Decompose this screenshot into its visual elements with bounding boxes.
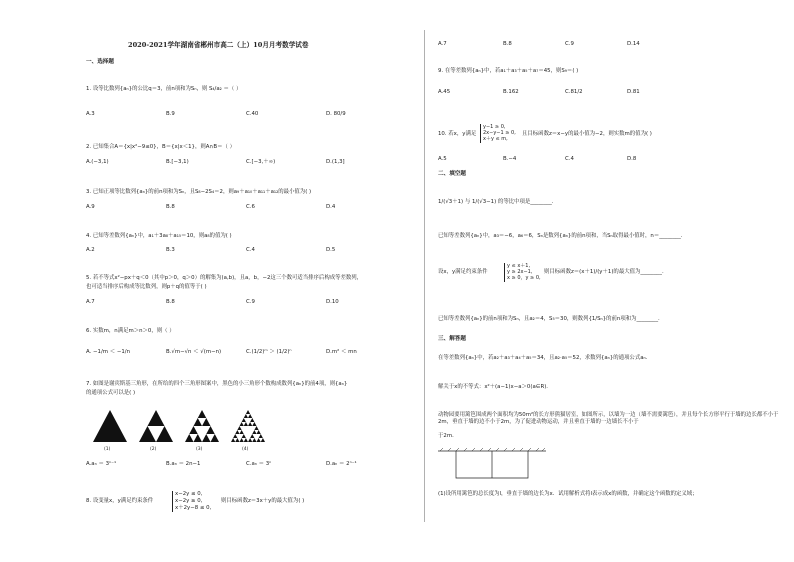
q8-option-a[interactable]: A.7 — [438, 41, 447, 47]
sierpinski-figure-3 — [184, 409, 220, 443]
q5-option-a[interactable]: A.7 — [86, 299, 95, 305]
fill-2: 已知等差数列{aₙ}中，a₃＝−6，a₆＝6，Sₙ是数列{aₙ}的前n项和，当Sₙ取得最小值时，n＝________. — [438, 233, 683, 239]
q8-constraint-system — [172, 491, 211, 512]
q9-stem: 9. 在等差数列{aₙ}中，若a₁＋a₃＋a₅＋a₇＝45，则S₉＝( ) — [438, 68, 579, 74]
q1-options — [86, 111, 406, 118]
q8-option-d[interactable]: D.14 — [627, 41, 640, 47]
q7-stem: 7. 如图是谢宾斯基三角形，在所给的四个三角形图案中，黑色的小三角形个数构成数列{aₙ}的前4项，则{aₙ} — [86, 381, 348, 387]
q1-option-a[interactable]: A.3 — [86, 111, 95, 117]
q8-option-c[interactable]: C.9 — [565, 41, 574, 47]
q9-options — [438, 89, 689, 96]
q8-constraint-1: x−2y ≤ 0, — [175, 491, 203, 497]
q8-options — [438, 41, 689, 48]
q4-option-d[interactable]: D.5 — [326, 247, 336, 253]
q10-constraint-2: 2x−y−1 ≥ 0, — [483, 130, 516, 137]
q8-stem: 8. 设变量x，y满足约束条件 — [86, 498, 154, 504]
q8-option-b[interactable]: B.8 — [503, 41, 512, 47]
q6-option-d[interactable]: D.m² ＜ mn — [326, 349, 357, 355]
fig-label-4: (4) — [242, 447, 249, 452]
q10-constraint-1: y−1 ≥ 0, — [483, 124, 506, 130]
q8-constraint-3: x＋2y−8 ≤ 0, — [175, 505, 212, 511]
q10-option-a[interactable]: A.5 — [438, 156, 447, 162]
q3-options — [86, 204, 406, 211]
left-column — [86, 0, 416, 562]
q10-option-d[interactable]: D.8 — [627, 156, 637, 162]
page-title: 2020-2021学年湖南省郴州市高二（上）10月月考数学试卷 — [128, 41, 309, 49]
q3-option-b[interactable]: B.8 — [166, 204, 175, 210]
fill-3-constraint-2: y ≥ 2x−1, — [507, 269, 533, 276]
q3-option-c[interactable]: C.6 — [246, 204, 255, 210]
q8-constraint-2: x−2y ≥ 0, — [175, 498, 203, 504]
q1-option-c[interactable]: C.40 — [246, 111, 259, 117]
q3-option-a[interactable]: A.9 — [86, 204, 95, 210]
q5-options — [86, 299, 406, 306]
fill-3-constraint-1: y ≤ x＋1, — [507, 263, 531, 269]
q2-option-a[interactable]: A.(−3,1) — [86, 159, 109, 165]
q4-option-a[interactable]: A.2 — [86, 247, 95, 253]
fill-3-constraint-system — [504, 263, 541, 282]
q7-options — [86, 461, 406, 468]
q1-option-d[interactable]: D. 80/9 — [326, 111, 346, 117]
fill-3-constraint-3: x ≥ 0，y ≥ 0, — [507, 275, 541, 282]
section-solve: 三、解答题 — [438, 336, 466, 342]
q10-tail: 且目标函数z＝x−y的最小值为−2，则实数m的值为( ) — [522, 131, 652, 137]
solve-3: 动物园要用篱笆围成两个面积均为50m²的长方形熊猫居室，如图所示，以墙为一边（墙不需要篱笆），并且每个长方形平行于墙的边长都不小于2m，垂直于墙的边不小于2m，为了促进动物运动，并且垂直于墙的一边墙长不小于 — [438, 412, 779, 425]
q6-options — [86, 349, 406, 356]
q4-options — [86, 247, 406, 254]
solve-2: 解关于x的不等式：x²＋(a−1)x−a＞0(a∈R). — [438, 384, 549, 390]
q7-stem-cont: 的通项公式可以是( ) — [86, 390, 136, 396]
q2-options — [86, 159, 406, 166]
q5-stem: 5. 若不等式x²−px＋q＜0（其中p＞0，q＞0）的解集为(a,b)，且a，b，−2这三个数可适当排序后构成等差数列， — [86, 275, 363, 281]
solve-3-cont: 于2m． — [438, 433, 458, 439]
section-choice: 一、选择题 — [86, 59, 114, 65]
q6-stem: 6. 实数m，n满足m＞n＞0，则（ ） — [86, 328, 175, 334]
q10-pre: 10. 若x，y满足 — [438, 131, 477, 137]
q10-constraint-3: x＋y ≤ m, — [483, 136, 508, 143]
q10-option-c[interactable]: C.4 — [565, 156, 574, 162]
solve-1: 在等差数列{aₙ}中，若a₂＋a₃＋a₄＋a₅＝34，且a₂·a₅＝52，求数列{aₙ}的通项公式aₙ. — [438, 355, 648, 361]
q10-constraint-system — [480, 124, 516, 143]
q7-option-d[interactable]: D.aₙ ＝ 2ⁿ⁻¹ — [326, 461, 357, 467]
q8-tail: 则目标函数z＝3x＋y的最大值为( ) — [221, 498, 305, 504]
fill-1: 1/(√3＋1) 与 1/(√3−1) 的等比中项是________. — [438, 199, 554, 205]
sierpinski-figure-2 — [138, 409, 174, 443]
q5-option-b[interactable]: B.8 — [166, 299, 175, 305]
q2-stem: 2. 已知集合A＝{x|x²−9≤0}，B＝{x|x＜1}，则A∩B＝（ ） — [86, 144, 235, 150]
q10-options — [438, 156, 689, 163]
column-divider — [424, 30, 425, 522]
right-column — [432, 0, 784, 562]
q6-option-c[interactable]: C.(1/2)ᵐ ＞ (1/2)ⁿ — [246, 349, 292, 355]
section-fill: 二、填空题 — [438, 171, 466, 177]
sierpinski-figure-4 — [230, 409, 266, 443]
q9-option-b[interactable]: B.162 — [503, 89, 519, 95]
q2-option-d[interactable]: D.(1,3] — [326, 159, 345, 165]
q9-option-a[interactable]: A.45 — [438, 89, 451, 95]
q6-option-a[interactable]: A. −1/m ＜ −1/n — [86, 349, 131, 355]
q9-option-d[interactable]: D.81 — [627, 89, 640, 95]
q1-option-b[interactable]: B.9 — [166, 111, 175, 117]
q10-option-b[interactable]: B.−4 — [503, 156, 517, 162]
q7-option-c[interactable]: C.aₙ ＝ 3ⁿ — [246, 461, 272, 467]
fig-label-1: (1) — [104, 447, 111, 452]
q1-stem: 1. 设等比数列{aₙ}的公比q＝3，前n项和为Sₙ，则 S₄/a₂ ＝（ ） — [86, 86, 242, 92]
fig-label-3: (3) — [196, 447, 203, 452]
q6-option-b[interactable]: B.√m−√n ＜ √(m−n) — [166, 349, 222, 355]
q7-option-b[interactable]: B.aₙ ＝ 2n−1 — [166, 461, 201, 467]
q2-option-c[interactable]: C.[−3,＋∞) — [246, 159, 276, 165]
q4-stem: 4. 已知等差数列{aₙ}中，a₁＋3a₈＋a₁₅＝10，则a₈的值为( ) — [86, 233, 232, 239]
q3-stem: 3. 已知正项等比数列{aₙ}的前n项和为Sₙ，且S₈−2S₄＝2，则a₉＋a₁₀＋a₁₁＋a₁₂的最小值为( ) — [86, 189, 312, 195]
q9-option-c[interactable]: C.81/2 — [565, 89, 583, 95]
fill-4: 已知等差数列{aₙ}的前n项和为Sₙ，且a₂＝4，S₅＝30，则数列{1/Sₙ}的前n项和为________. — [438, 316, 660, 322]
q2-option-b[interactable]: B.[−3,1) — [166, 159, 189, 165]
q4-option-b[interactable]: B.3 — [166, 247, 175, 253]
q3-option-d[interactable]: D.4 — [326, 204, 336, 210]
q4-option-c[interactable]: C.4 — [246, 247, 255, 253]
enclosure-diagram — [438, 448, 548, 484]
fig-label-2: (2) — [150, 447, 157, 452]
sierpinski-figure-1 — [92, 409, 128, 443]
fill-3-tail: 则目标函数z＝(x＋1)/(y＋1)的最大值为________. — [544, 269, 664, 275]
q5-option-d[interactable]: D.10 — [326, 299, 339, 305]
solve-3-part-1: (1)设所用篱笆的总长度为l，垂直于墙的边长为x．试用解析式将l表示成x的函数，并确定这个函数的定义域； — [438, 491, 698, 497]
q5-option-c[interactable]: C.9 — [246, 299, 255, 305]
q7-option-a[interactable]: A.aₙ ＝ 3ⁿ⁻¹ — [86, 461, 117, 467]
q5-stem-cont: 也可适当排序后构成等比数列，则p＋q的值等于( ) — [86, 284, 207, 290]
fill-3-pre: 设x，y满足约束条件 — [438, 269, 488, 275]
